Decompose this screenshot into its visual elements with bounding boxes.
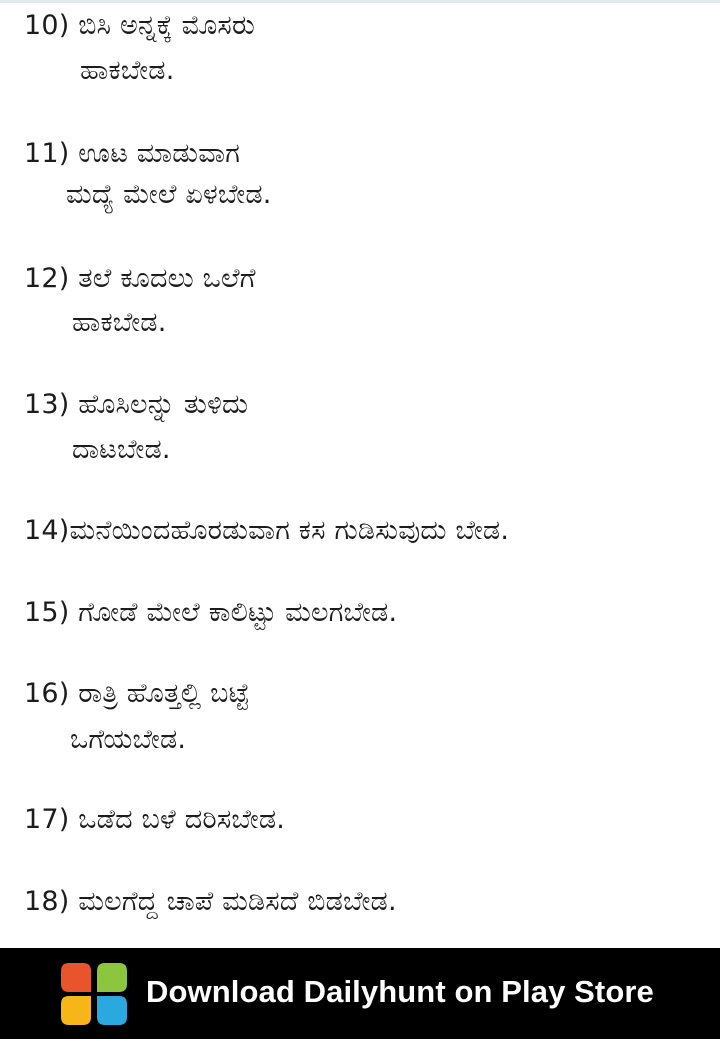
- item-number: 13): [24, 389, 70, 420]
- item-text: ಊಟ ಮಾಡುವಾಗ: [78, 138, 241, 169]
- list-item: [24, 137, 240, 171]
- item-number: 10): [24, 10, 70, 41]
- list-item: [24, 596, 397, 630]
- item-text: ಒಡೆದ ಬಳೆ ದರಿಸಬೇಡ.: [78, 804, 286, 835]
- item-number: 11): [24, 138, 70, 169]
- item-number: 16): [24, 678, 70, 709]
- item-number: 18): [24, 886, 70, 917]
- item-number: 15): [24, 597, 70, 628]
- item-number: 14): [24, 515, 70, 546]
- item-continuation: ಒಗೆಯಬೇಡ.: [70, 724, 187, 755]
- item-continuation: ಹಾಕಬೇಡ.: [80, 55, 175, 86]
- list-item: [24, 677, 250, 711]
- download-banner-text[interactable]: Download Dailyhunt on Play Store: [146, 974, 654, 1009]
- item-text: ಮಲಗೆದ್ದ ಚಾಪೆ ಮಡಿಸದೆ ಬಿಡಬೇಡ.: [78, 886, 397, 917]
- item-number: 12): [24, 263, 70, 294]
- list-item: [24, 9, 255, 43]
- item-number: 17): [24, 804, 70, 835]
- item-continuation: ಮದ್ಯೆ ಮೇಲೆ ಏಳಬೇಡ.: [66, 179, 272, 210]
- item-text: ಮನೆಯಿಂದಹೊರಡುವಾಗ ಕಸ ಗುಡಿಸುವುದು ಬೇಡ.: [69, 515, 510, 546]
- download-banner[interactable]: [0, 948, 720, 1039]
- item-continuation: ದಾಟಬೇಡ.: [72, 434, 171, 465]
- dailyhunt-logo-icon: [60, 961, 128, 1027]
- list-item: [24, 514, 509, 548]
- list-item: [24, 262, 256, 296]
- item-text: ತಲೆ ಕೂದಲು ಒಲೆಗೆ: [78, 263, 256, 294]
- item-text: ರಾತ್ರಿ ಹೊತ್ತಲ್ಲಿ ಬಟ್ಟೆ: [78, 678, 250, 709]
- list-item: [24, 803, 285, 837]
- list-item: [24, 388, 248, 422]
- item-continuation: ಹಾಕಬೇಡ.: [72, 307, 167, 338]
- item-text: ಹೊಸಿಲನ್ನು ತುಳಿದು: [78, 389, 249, 420]
- list-item: [24, 885, 397, 919]
- item-text: ಗೋಡೆ ಮೇಲೆ ಕಾಲಿಟ್ಟು ಮಲಗಬೇಡ.: [78, 597, 398, 628]
- item-text: ಬಿಸಿ ಅನ್ನಕ್ಕೆ ಮೊಸರು: [78, 10, 256, 41]
